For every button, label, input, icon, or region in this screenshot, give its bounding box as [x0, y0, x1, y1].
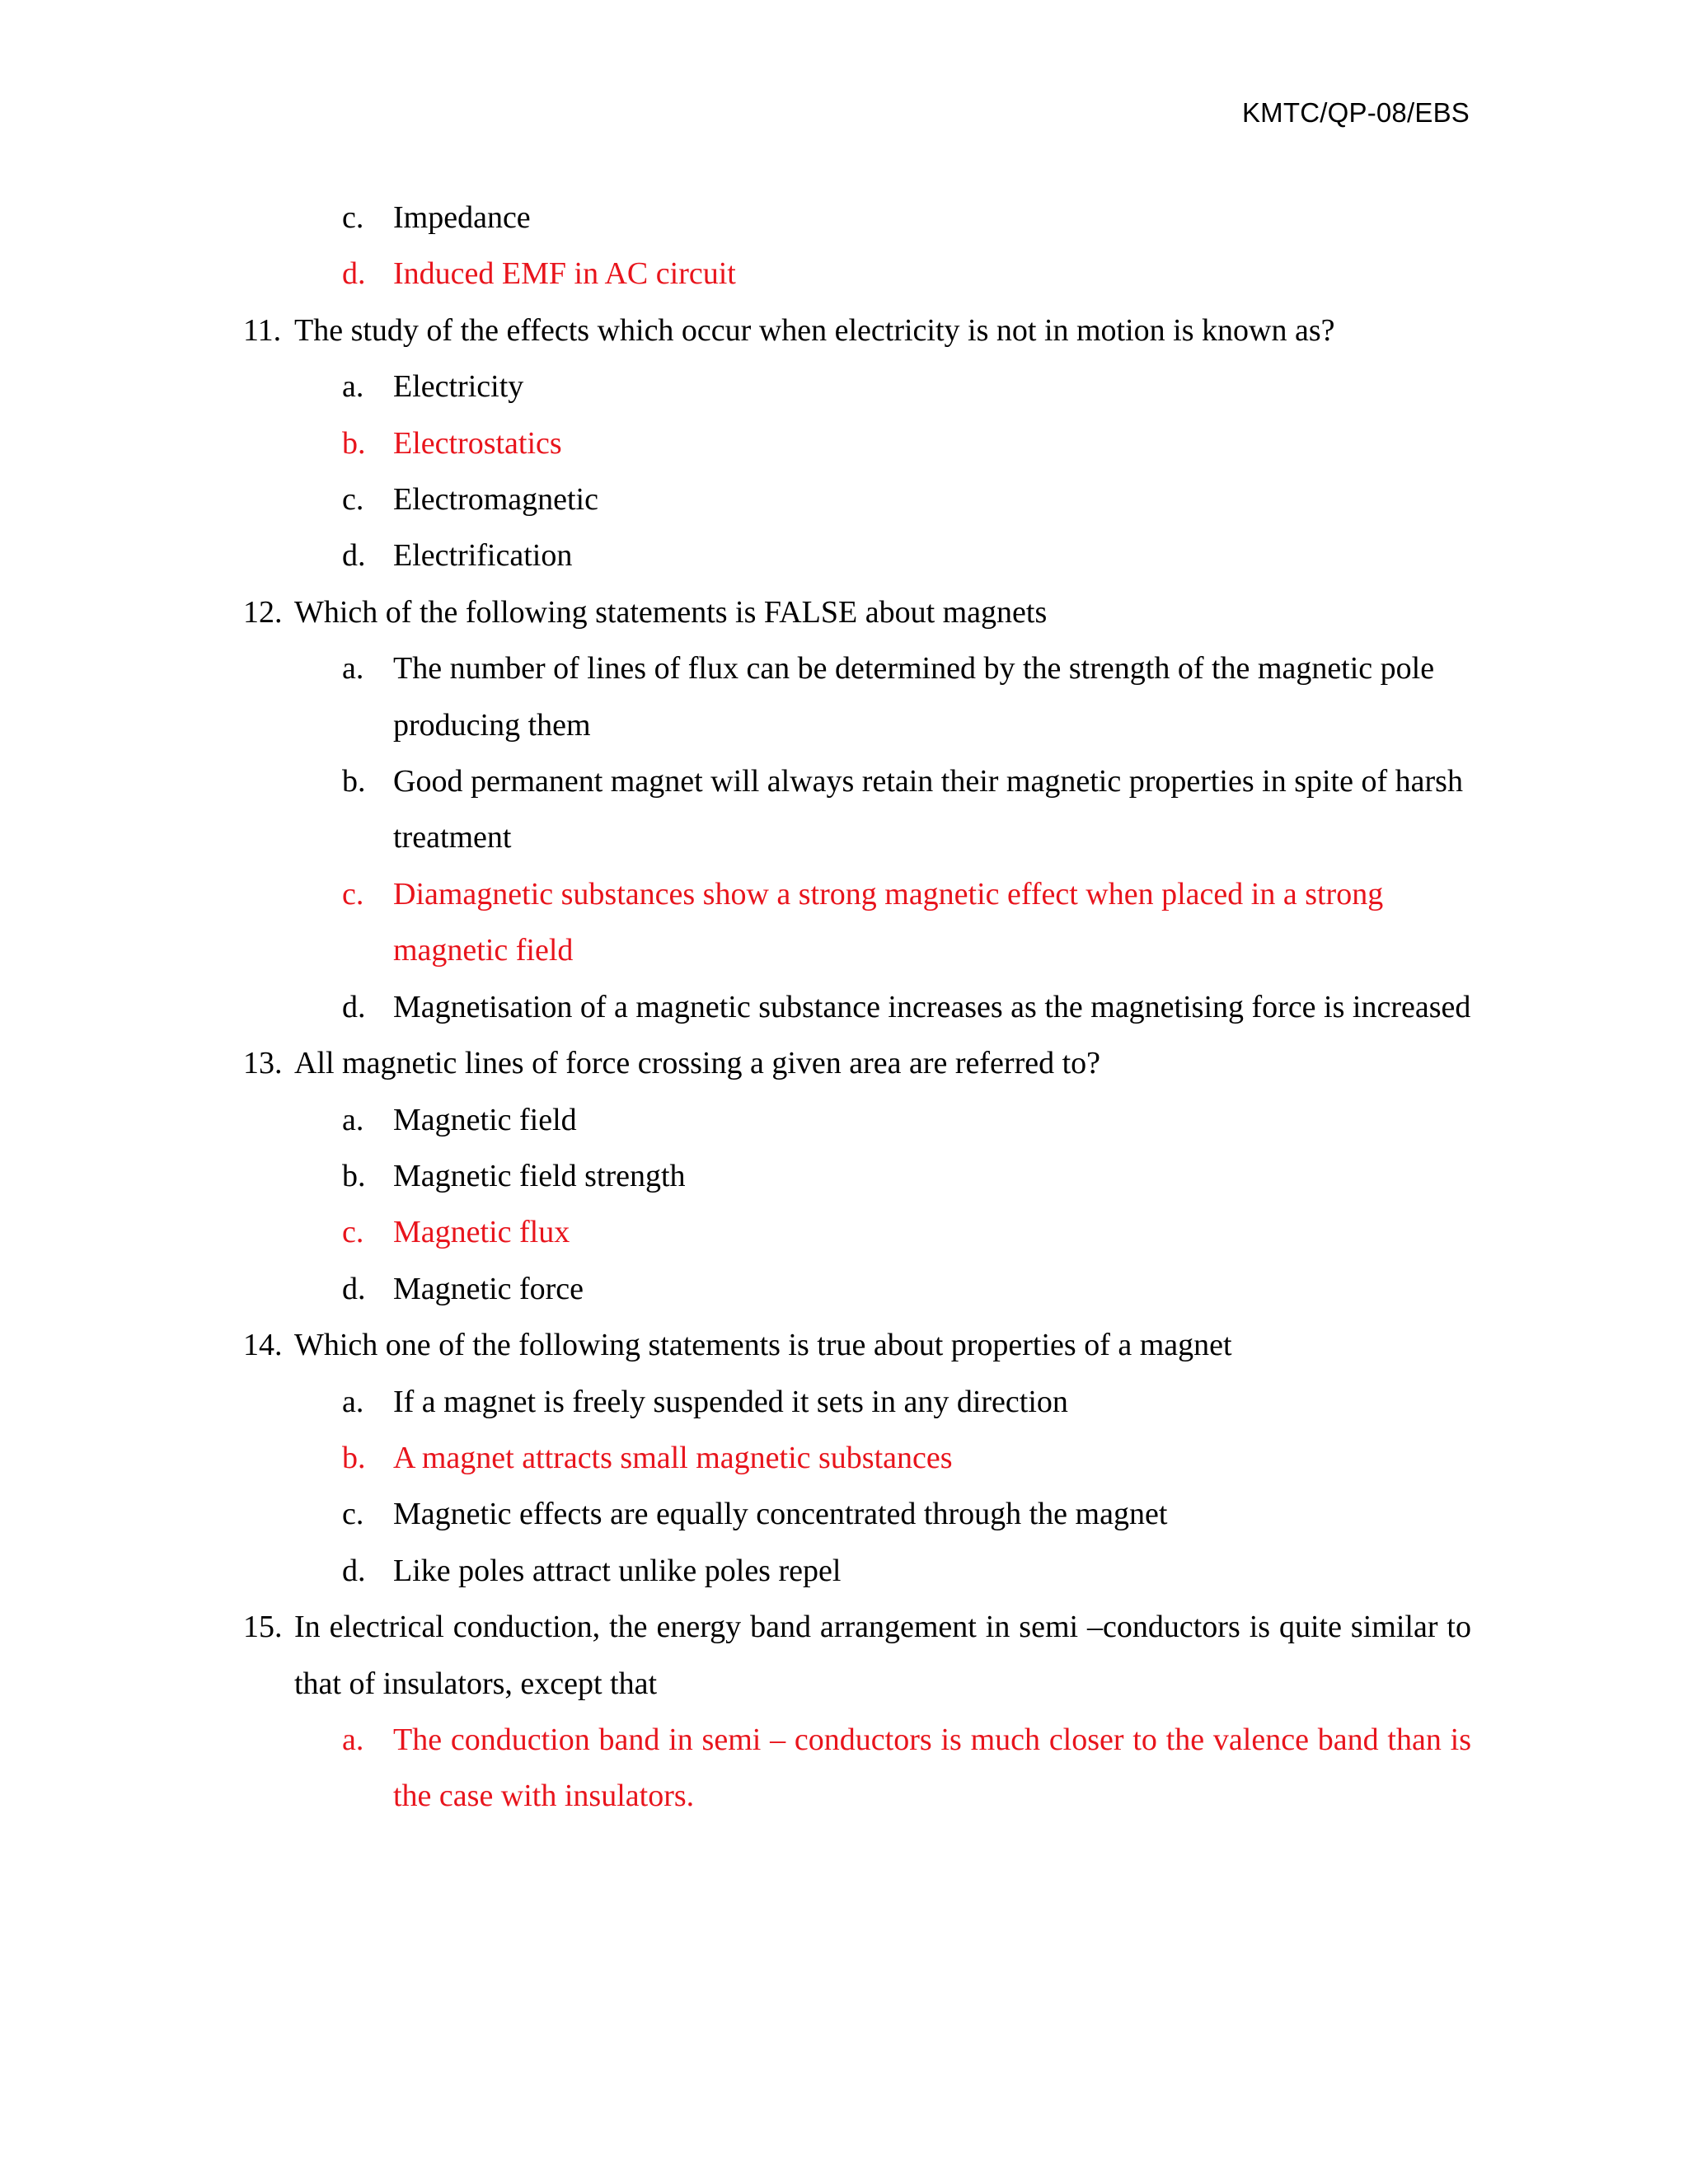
option-text: Electromagnetic — [393, 482, 598, 518]
question-11 — [243, 302, 1471, 359]
option-14a — [243, 1374, 1471, 1430]
option-text: If a magnet is freely suspended it sets in any direction — [393, 1384, 1068, 1419]
option-text: Magnetic effects are equally concentrated through the magnet — [393, 1497, 1168, 1532]
question-13 — [243, 1035, 1471, 1091]
option-text: Magnetic field — [393, 1102, 577, 1137]
option-letter: a. — [342, 651, 364, 687]
question-list — [243, 190, 1471, 1825]
option-text: Magnetic field strength — [393, 1158, 686, 1193]
option-11b-correct — [243, 415, 1471, 471]
option-11a — [243, 359, 1471, 415]
question-number: 12. — [243, 594, 283, 630]
option-letter: d. — [342, 1553, 366, 1588]
option-12a — [243, 640, 1471, 753]
option-text: Electrostatics — [393, 425, 562, 461]
option-11c — [243, 471, 1471, 527]
question-text: In electrical conduction, the energy band arrangement in semi –conductors is quite similar to that of insulators, except that — [294, 1610, 1471, 1701]
option-letter: d. — [342, 256, 366, 292]
option-letter: b. — [342, 1440, 366, 1475]
question-number: 11. — [243, 312, 282, 348]
question-text: The study of the effects which occur when electricity is not in motion is known as? — [294, 312, 1335, 348]
option-13b — [243, 1148, 1471, 1204]
option-text: A magnet attracts small magnetic substances — [393, 1440, 953, 1475]
option-text: The number of lines of flux can be determined by the strength of the magnetic pole producing them — [393, 651, 1435, 743]
question-15 — [243, 1599, 1471, 1712]
option-letter: d. — [342, 989, 366, 1024]
option-letter: b. — [342, 764, 366, 799]
option-12d — [243, 979, 1471, 1035]
option-letter: a. — [342, 1722, 364, 1757]
option-letter: c. — [342, 876, 364, 912]
option-10c — [243, 190, 1471, 246]
document-code: KMTC/QP-08/EBS — [1241, 97, 1470, 128]
option-12c-correct — [243, 866, 1471, 979]
option-14d — [243, 1543, 1471, 1599]
question-14 — [243, 1317, 1471, 1373]
option-letter: a. — [342, 1102, 364, 1137]
option-text: Magnetic force — [393, 1271, 584, 1306]
option-12b — [243, 753, 1471, 866]
question-text: All magnetic lines of force crossing a given area are referred to? — [294, 1046, 1101, 1081]
option-text: The conduction band in semi – conductors is much closer to the valence band than is the case with insulators. — [393, 1722, 1471, 1814]
option-text: Magnetisation of a magnetic substance increases as the magnetising force is increased — [393, 989, 1471, 1024]
question-text: Which one of the following statements is true about properties of a magnet — [294, 1328, 1232, 1363]
question-number: 15. — [243, 1610, 283, 1645]
option-14c — [243, 1486, 1471, 1542]
question-number: 14. — [243, 1328, 283, 1363]
option-letter: a. — [342, 369, 364, 405]
option-text: Magnetic flux — [393, 1215, 570, 1250]
option-letter: b. — [342, 1158, 366, 1193]
option-letter: c. — [342, 1497, 364, 1532]
option-13c-correct — [243, 1204, 1471, 1260]
option-text: Like poles attract unlike poles repel — [393, 1553, 842, 1588]
option-text: Electricity — [393, 369, 524, 405]
option-10d-correct — [243, 246, 1471, 302]
question-12 — [243, 584, 1471, 640]
option-13d — [243, 1261, 1471, 1317]
option-text: Good permanent magnet will always retain their magnetic properties in spite of harsh treatment — [393, 764, 1463, 855]
option-13a — [243, 1092, 1471, 1148]
option-text: Electrification — [393, 538, 573, 574]
option-letter: c. — [342, 200, 364, 235]
option-letter: c. — [342, 482, 364, 518]
question-number: 13. — [243, 1046, 283, 1081]
option-text: Diamagnetic substances show a strong magnetic effect when placed in a strong magnetic field — [393, 876, 1384, 968]
option-text: Induced EMF in AC circuit — [393, 256, 736, 292]
option-14b-correct — [243, 1430, 1471, 1486]
option-letter: b. — [342, 425, 366, 461]
option-letter: d. — [342, 1271, 366, 1306]
option-15a-correct — [243, 1712, 1471, 1825]
question-text: Which of the following statements is FALSE about magnets — [294, 594, 1048, 630]
option-11d — [243, 527, 1471, 583]
option-letter: a. — [342, 1384, 364, 1419]
option-letter: c. — [342, 1215, 364, 1250]
option-text: Impedance — [393, 200, 531, 235]
option-letter: d. — [342, 538, 366, 574]
